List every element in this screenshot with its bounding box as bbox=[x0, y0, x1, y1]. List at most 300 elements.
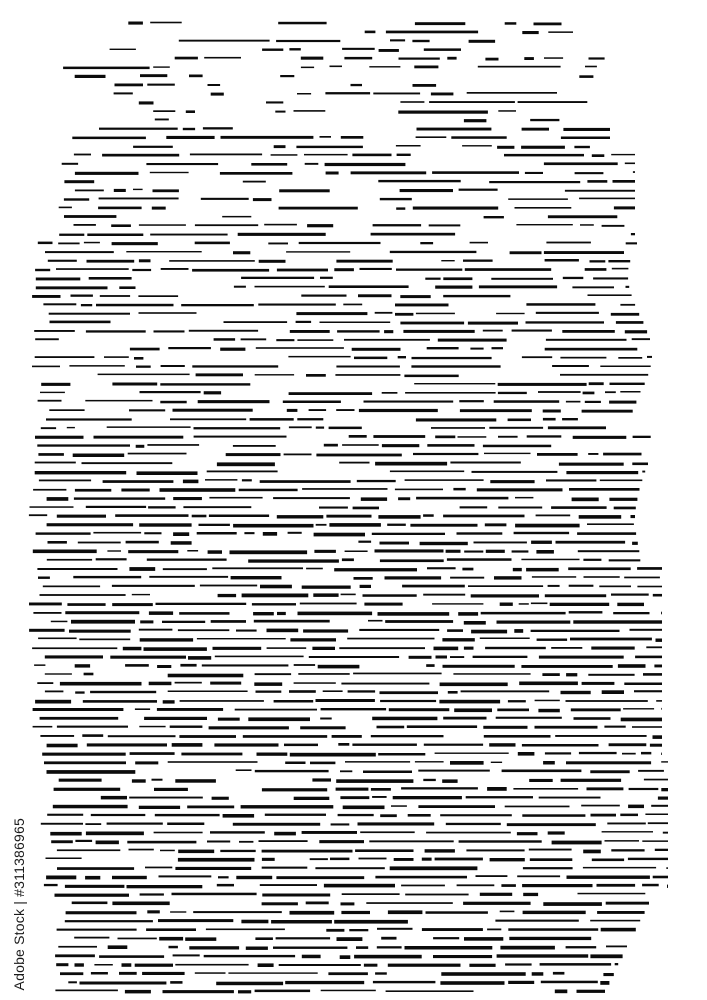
texture-line-segment bbox=[302, 831, 357, 834]
texture-line-segment bbox=[258, 963, 274, 967]
texture-line-segment bbox=[522, 814, 585, 817]
texture-line-segment bbox=[277, 612, 286, 615]
texture-line-segment bbox=[258, 304, 336, 306]
texture-line-segment bbox=[405, 894, 468, 896]
texture-line-segment bbox=[37, 682, 53, 684]
texture-line-segment bbox=[324, 444, 338, 447]
texture-line-segment bbox=[35, 462, 76, 464]
texture-line-segment bbox=[600, 480, 643, 482]
texture-line-segment bbox=[166, 136, 214, 139]
texture-line-segment bbox=[490, 858, 525, 861]
texture-line-segment bbox=[459, 400, 484, 402]
texture-line-segment bbox=[423, 514, 434, 517]
texture-line-segment bbox=[523, 867, 573, 869]
texture-line-segment bbox=[403, 330, 474, 333]
texture-line-segment bbox=[60, 972, 83, 975]
texture-line-segment bbox=[255, 673, 292, 675]
texture-line-segment bbox=[64, 215, 116, 218]
texture-line-segment bbox=[204, 955, 295, 957]
texture-line-segment bbox=[267, 647, 307, 649]
texture-line-segment bbox=[96, 558, 127, 560]
texture-line-segment bbox=[514, 629, 523, 633]
texture-line-segment bbox=[529, 779, 553, 782]
texture-line-segment bbox=[41, 383, 70, 386]
texture-line-segment bbox=[591, 647, 634, 650]
texture-line-segment bbox=[467, 92, 557, 94]
texture-line-segment bbox=[178, 629, 229, 631]
texture-line-segment bbox=[460, 506, 488, 508]
texture-line-segment bbox=[663, 832, 668, 834]
texture-line-segment bbox=[142, 972, 185, 975]
texture-line-segment bbox=[112, 383, 157, 386]
texture-line-segment bbox=[470, 348, 483, 350]
texture-line-segment bbox=[358, 541, 371, 543]
texture-line-segment bbox=[80, 982, 167, 985]
texture-line-segment bbox=[632, 726, 662, 728]
texture-line-segment bbox=[498, 507, 542, 509]
texture-line-segment bbox=[49, 313, 130, 315]
texture-line-segment bbox=[82, 462, 173, 464]
texture-line-segment bbox=[271, 920, 332, 924]
texture-line-segment bbox=[132, 269, 151, 271]
texture-line-segment bbox=[513, 788, 578, 790]
texture-line-segment bbox=[418, 770, 490, 772]
texture-line-segment bbox=[416, 418, 496, 421]
texture-line-segment bbox=[38, 242, 53, 245]
texture-line-segment bbox=[284, 454, 312, 456]
texture-line-segment bbox=[337, 330, 380, 332]
texture-line-segment bbox=[621, 718, 662, 722]
texture-line-segment bbox=[642, 471, 645, 473]
texture-line-segment bbox=[59, 234, 84, 236]
texture-line-segment bbox=[150, 172, 189, 173]
texture-line-segment bbox=[377, 946, 402, 948]
texture-line-segment bbox=[155, 814, 220, 816]
texture-line-segment bbox=[241, 920, 268, 924]
texture-line-segment bbox=[135, 761, 158, 764]
texture-line-segment bbox=[197, 532, 237, 535]
texture-line-segment bbox=[154, 330, 185, 332]
texture-line-segment bbox=[604, 726, 625, 728]
texture-line-segment bbox=[633, 436, 651, 438]
texture-line-segment bbox=[211, 620, 246, 623]
texture-line-segment bbox=[297, 93, 311, 95]
texture-line-segment bbox=[36, 278, 81, 281]
texture-line-segment bbox=[625, 163, 635, 165]
texture-line-segment bbox=[180, 700, 264, 702]
texture-line-segment bbox=[609, 559, 641, 561]
texture-line-segment bbox=[647, 356, 652, 358]
texture-line-segment bbox=[33, 726, 53, 728]
texture-line-segment bbox=[44, 884, 58, 886]
texture-line-segment bbox=[637, 567, 662, 570]
texture-line-segment bbox=[600, 981, 609, 985]
texture-line-segment bbox=[580, 224, 594, 226]
texture-line-segment bbox=[567, 876, 650, 879]
texture-line-segment bbox=[496, 313, 524, 314]
texture-line-segment bbox=[566, 673, 577, 676]
texture-line-segment bbox=[410, 524, 477, 527]
texture-line-segment bbox=[46, 418, 132, 420]
texture-line-segment bbox=[485, 58, 498, 61]
texture-line-segment bbox=[280, 75, 294, 77]
texture-line-segment bbox=[207, 841, 230, 843]
texture-line-segment bbox=[436, 656, 448, 659]
texture-line-segment bbox=[340, 770, 352, 772]
texture-line-segment bbox=[418, 805, 495, 808]
texture-line-segment bbox=[286, 251, 350, 252]
texture-line-segment bbox=[559, 463, 624, 466]
texture-line-segment bbox=[29, 514, 47, 516]
texture-line-segment bbox=[204, 391, 221, 394]
texture-line-segment bbox=[84, 242, 100, 244]
texture-line-segment bbox=[325, 163, 406, 166]
texture-line-segment bbox=[505, 963, 531, 965]
texture-line-segment bbox=[577, 532, 636, 535]
texture-line-segment bbox=[628, 805, 644, 809]
texture-line-segment bbox=[653, 876, 668, 879]
texture-line-segment bbox=[128, 550, 178, 553]
texture-line-segment bbox=[471, 630, 507, 634]
texture-line-segment bbox=[468, 585, 543, 587]
texture-line-segment bbox=[360, 268, 392, 270]
texture-line-segment bbox=[439, 700, 500, 704]
texture-line-segment bbox=[210, 682, 241, 685]
texture-line-segment bbox=[474, 542, 527, 544]
texture-line-segment bbox=[364, 401, 454, 403]
texture-line-segment bbox=[329, 427, 362, 430]
texture-line-segment bbox=[309, 656, 399, 658]
texture-line-segment bbox=[510, 251, 542, 254]
texture-line-segment bbox=[126, 251, 201, 252]
texture-line-segment bbox=[341, 902, 355, 905]
texture-line-segment bbox=[373, 981, 436, 983]
texture-line-segment bbox=[163, 700, 175, 703]
texture-line-segment bbox=[189, 946, 239, 949]
texture-line-segment bbox=[372, 533, 445, 535]
texture-line-segment bbox=[57, 849, 120, 851]
texture-line-segment bbox=[514, 532, 570, 534]
texture-line-segment bbox=[73, 576, 141, 578]
texture-line-segment bbox=[74, 497, 165, 499]
texture-line-segment bbox=[563, 277, 584, 279]
texture-line-segment bbox=[483, 445, 551, 448]
texture-line-segment bbox=[246, 947, 268, 950]
texture-line-segment bbox=[448, 691, 458, 694]
texture-line-segment bbox=[616, 321, 644, 324]
texture-line-segment bbox=[352, 744, 417, 746]
texture-line-segment bbox=[233, 445, 276, 447]
texture-line-segment bbox=[569, 585, 594, 587]
texture-line-segment bbox=[382, 444, 419, 447]
texture-line-segment bbox=[32, 366, 60, 368]
texture-line-segment bbox=[587, 180, 607, 183]
texture-line-segment bbox=[288, 532, 302, 534]
texture-line-segment bbox=[75, 172, 139, 175]
texture-line-segment bbox=[536, 515, 571, 517]
texture-line-segment bbox=[380, 814, 397, 817]
texture-line-segment bbox=[569, 611, 603, 613]
texture-line-segment bbox=[450, 656, 464, 658]
texture-line-segment bbox=[285, 981, 364, 984]
texture-line-segment bbox=[579, 75, 593, 78]
texture-line-segment bbox=[382, 392, 398, 394]
texture-line-segment bbox=[401, 787, 478, 789]
texture-line-segment bbox=[38, 638, 77, 640]
texture-line-segment bbox=[394, 858, 414, 861]
texture-line-segment bbox=[625, 330, 647, 333]
texture-line-segment bbox=[163, 990, 234, 993]
texture-line-segment bbox=[173, 497, 202, 500]
texture-line-segment bbox=[336, 260, 392, 263]
texture-line-segment bbox=[99, 955, 164, 958]
texture-line-segment bbox=[400, 295, 430, 298]
texture-line-segment bbox=[484, 453, 531, 454]
texture-line-segment bbox=[276, 339, 294, 341]
texture-line-segment bbox=[294, 797, 330, 800]
texture-line-segment bbox=[519, 603, 529, 605]
texture-line-segment bbox=[588, 294, 632, 296]
texture-line-segment bbox=[254, 682, 282, 686]
texture-line-segment bbox=[110, 49, 136, 50]
texture-line-segment bbox=[443, 665, 515, 668]
texture-line-segment bbox=[44, 761, 126, 764]
texture-line-segment bbox=[279, 189, 330, 192]
texture-line-segment bbox=[426, 832, 511, 834]
texture-line-segment bbox=[199, 524, 230, 526]
texture-line-segment bbox=[396, 269, 462, 271]
texture-line-segment bbox=[139, 523, 191, 526]
texture-line-segment bbox=[371, 735, 444, 737]
texture-line-segment bbox=[534, 23, 562, 26]
texture-line-segment bbox=[216, 982, 283, 986]
texture-line-segment bbox=[343, 304, 362, 306]
texture-line-segment bbox=[458, 612, 478, 616]
texture-line-segment bbox=[75, 840, 92, 842]
texture-line-segment bbox=[211, 93, 224, 96]
texture-line-segment bbox=[525, 172, 543, 174]
texture-line-segment bbox=[186, 110, 195, 113]
texture-line-segment bbox=[579, 752, 617, 754]
texture-line-segment bbox=[609, 401, 636, 404]
texture-line-segment bbox=[107, 823, 163, 825]
texture-line-segment bbox=[127, 885, 203, 888]
texture-line-segment bbox=[271, 154, 298, 156]
texture-line-segment bbox=[342, 893, 400, 895]
texture-line-segment bbox=[592, 154, 605, 157]
texture-line-segment bbox=[190, 154, 262, 156]
texture-line-segment bbox=[573, 436, 627, 439]
texture-line-segment bbox=[348, 690, 376, 692]
texture-line-segment bbox=[427, 567, 456, 569]
texture-line-segment bbox=[332, 735, 362, 738]
texture-line-segment bbox=[254, 620, 330, 623]
texture-line-segment bbox=[588, 453, 598, 455]
texture-line-segment bbox=[144, 532, 161, 534]
texture-line-segment bbox=[40, 594, 126, 596]
texture-line-segment bbox=[203, 127, 233, 129]
texture-line-segment bbox=[87, 234, 143, 237]
texture-line-segment bbox=[526, 303, 595, 306]
texture-line-segment bbox=[66, 911, 137, 914]
texture-line-segment bbox=[611, 154, 635, 155]
texture-line-segment bbox=[135, 708, 150, 710]
texture-line-segment bbox=[352, 348, 401, 351]
texture-line-segment bbox=[508, 700, 526, 702]
texture-line-segment bbox=[434, 647, 459, 651]
texture-line-segment bbox=[399, 58, 440, 60]
texture-line-segment bbox=[371, 788, 391, 791]
texture-line-segment bbox=[123, 647, 142, 651]
texture-line-segment bbox=[248, 559, 339, 562]
texture-line-segment bbox=[336, 788, 369, 791]
texture-line-segment bbox=[140, 893, 164, 895]
texture-line-segment bbox=[589, 382, 604, 385]
texture-line-segment bbox=[568, 567, 631, 570]
texture-line-segment bbox=[71, 295, 93, 297]
texture-line-segment bbox=[577, 990, 606, 993]
texture-line-segment bbox=[566, 700, 648, 702]
texture-line-segment bbox=[35, 471, 127, 474]
texture-line-segment bbox=[128, 453, 187, 455]
texture-line-segment bbox=[523, 911, 586, 914]
texture-line-segment bbox=[342, 444, 379, 446]
texture-line-segment bbox=[252, 603, 296, 605]
texture-line-segment bbox=[588, 674, 634, 676]
texture-line-segment bbox=[218, 718, 240, 721]
texture-line-segment bbox=[149, 576, 228, 578]
texture-line-segment bbox=[552, 365, 589, 367]
texture-line-segment bbox=[86, 832, 144, 836]
texture-line-segment bbox=[130, 752, 175, 755]
texture-line-segment bbox=[581, 805, 620, 807]
texture-line-segment bbox=[470, 242, 488, 244]
texture-line-segment bbox=[546, 339, 627, 341]
texture-line-segment bbox=[390, 866, 478, 870]
texture-line-segment bbox=[139, 726, 165, 728]
texture-line-segment bbox=[108, 945, 128, 949]
texture-line-segment bbox=[498, 383, 587, 386]
texture-line-segment bbox=[656, 700, 662, 702]
texture-line-segment bbox=[364, 964, 378, 967]
texture-line-segment bbox=[614, 507, 636, 510]
texture-line-segment bbox=[217, 462, 275, 466]
texture-line-segment bbox=[602, 690, 624, 694]
texture-line-segment bbox=[294, 682, 336, 684]
texture-line-segment bbox=[121, 489, 149, 492]
texture-line-segment bbox=[463, 260, 493, 262]
texture-line-segment bbox=[304, 154, 348, 156]
texture-line-segment bbox=[603, 973, 613, 976]
texture-line-segment bbox=[443, 295, 510, 297]
texture-line-segment bbox=[654, 665, 662, 668]
texture-line-segment bbox=[441, 972, 525, 976]
texture-line-segment bbox=[129, 409, 165, 411]
texture-line-segment bbox=[543, 410, 561, 413]
texture-line-segment bbox=[460, 409, 532, 412]
texture-line-segment bbox=[45, 691, 64, 693]
texture-line-segment bbox=[253, 198, 272, 201]
texture-line-segment bbox=[326, 172, 339, 175]
texture-line-segment bbox=[471, 594, 539, 597]
texture-line-segment bbox=[379, 49, 399, 52]
texture-line-segment bbox=[57, 929, 137, 931]
texture-line-segment bbox=[537, 453, 578, 456]
texture-line-segment bbox=[157, 708, 223, 711]
texture-line-segment bbox=[611, 594, 649, 596]
texture-line-segment bbox=[380, 198, 412, 200]
texture-line-segment bbox=[320, 136, 332, 138]
texture-line-segment bbox=[220, 348, 245, 351]
texture-line-segment bbox=[390, 39, 405, 41]
texture-line-segment bbox=[440, 814, 512, 816]
texture-line-segment bbox=[298, 612, 373, 616]
texture-line-segment bbox=[34, 330, 75, 332]
texture-line-segment bbox=[93, 532, 141, 534]
texture-line-segment bbox=[532, 576, 576, 578]
texture-line-segment bbox=[401, 885, 445, 887]
texture-line-segment bbox=[296, 312, 367, 315]
texture-line-segment bbox=[55, 954, 95, 957]
texture-line-segment bbox=[318, 665, 360, 669]
texture-line-segment bbox=[276, 937, 331, 939]
texture-line-segment bbox=[263, 532, 277, 536]
texture-line-segment bbox=[655, 849, 668, 851]
texture-line-segment bbox=[33, 550, 97, 554]
texture-line-segment bbox=[62, 163, 78, 165]
texture-line-segment bbox=[375, 876, 467, 879]
texture-line-segment bbox=[380, 559, 444, 562]
texture-line-segment bbox=[527, 435, 562, 437]
texture-line-segment bbox=[147, 444, 199, 446]
texture-line-segment bbox=[544, 251, 624, 254]
texture-line-segment bbox=[288, 356, 350, 358]
texture-line-segment bbox=[236, 769, 252, 771]
texture-line-segment bbox=[51, 840, 73, 843]
texture-line-segment bbox=[112, 603, 153, 606]
texture-line-segment bbox=[139, 224, 186, 226]
texture-line-segment bbox=[223, 814, 255, 818]
texture-line-segment bbox=[631, 233, 635, 235]
texture-line-segment bbox=[548, 31, 573, 33]
texture-line-segment bbox=[302, 488, 387, 490]
texture-line-segment bbox=[187, 550, 198, 552]
texture-line-segment bbox=[632, 338, 650, 340]
texture-line-segment bbox=[302, 955, 321, 959]
texture-line-segment bbox=[122, 963, 132, 967]
texture-line-segment bbox=[484, 735, 551, 738]
texture-line-segment bbox=[257, 753, 288, 756]
texture-line-segment bbox=[119, 972, 137, 975]
texture-line-segment bbox=[360, 585, 371, 588]
texture-line-segment bbox=[426, 664, 434, 667]
texture-line-segment bbox=[578, 893, 646, 895]
texture-line-segment bbox=[494, 400, 560, 403]
texture-line-segment bbox=[355, 849, 413, 852]
texture-line-segment bbox=[359, 409, 438, 412]
texture-line-segment bbox=[468, 322, 518, 325]
texture-line-segment bbox=[466, 849, 524, 851]
texture-line-segment bbox=[183, 480, 199, 484]
texture-line-segment bbox=[373, 224, 422, 226]
texture-line-segment bbox=[597, 911, 645, 914]
texture-line-segment bbox=[464, 621, 486, 625]
texture-line-segment bbox=[416, 136, 447, 138]
texture-line-segment bbox=[224, 321, 288, 323]
texture-line-segment bbox=[289, 426, 312, 428]
texture-line-segment bbox=[358, 294, 392, 297]
texture-line-segment bbox=[99, 198, 179, 200]
